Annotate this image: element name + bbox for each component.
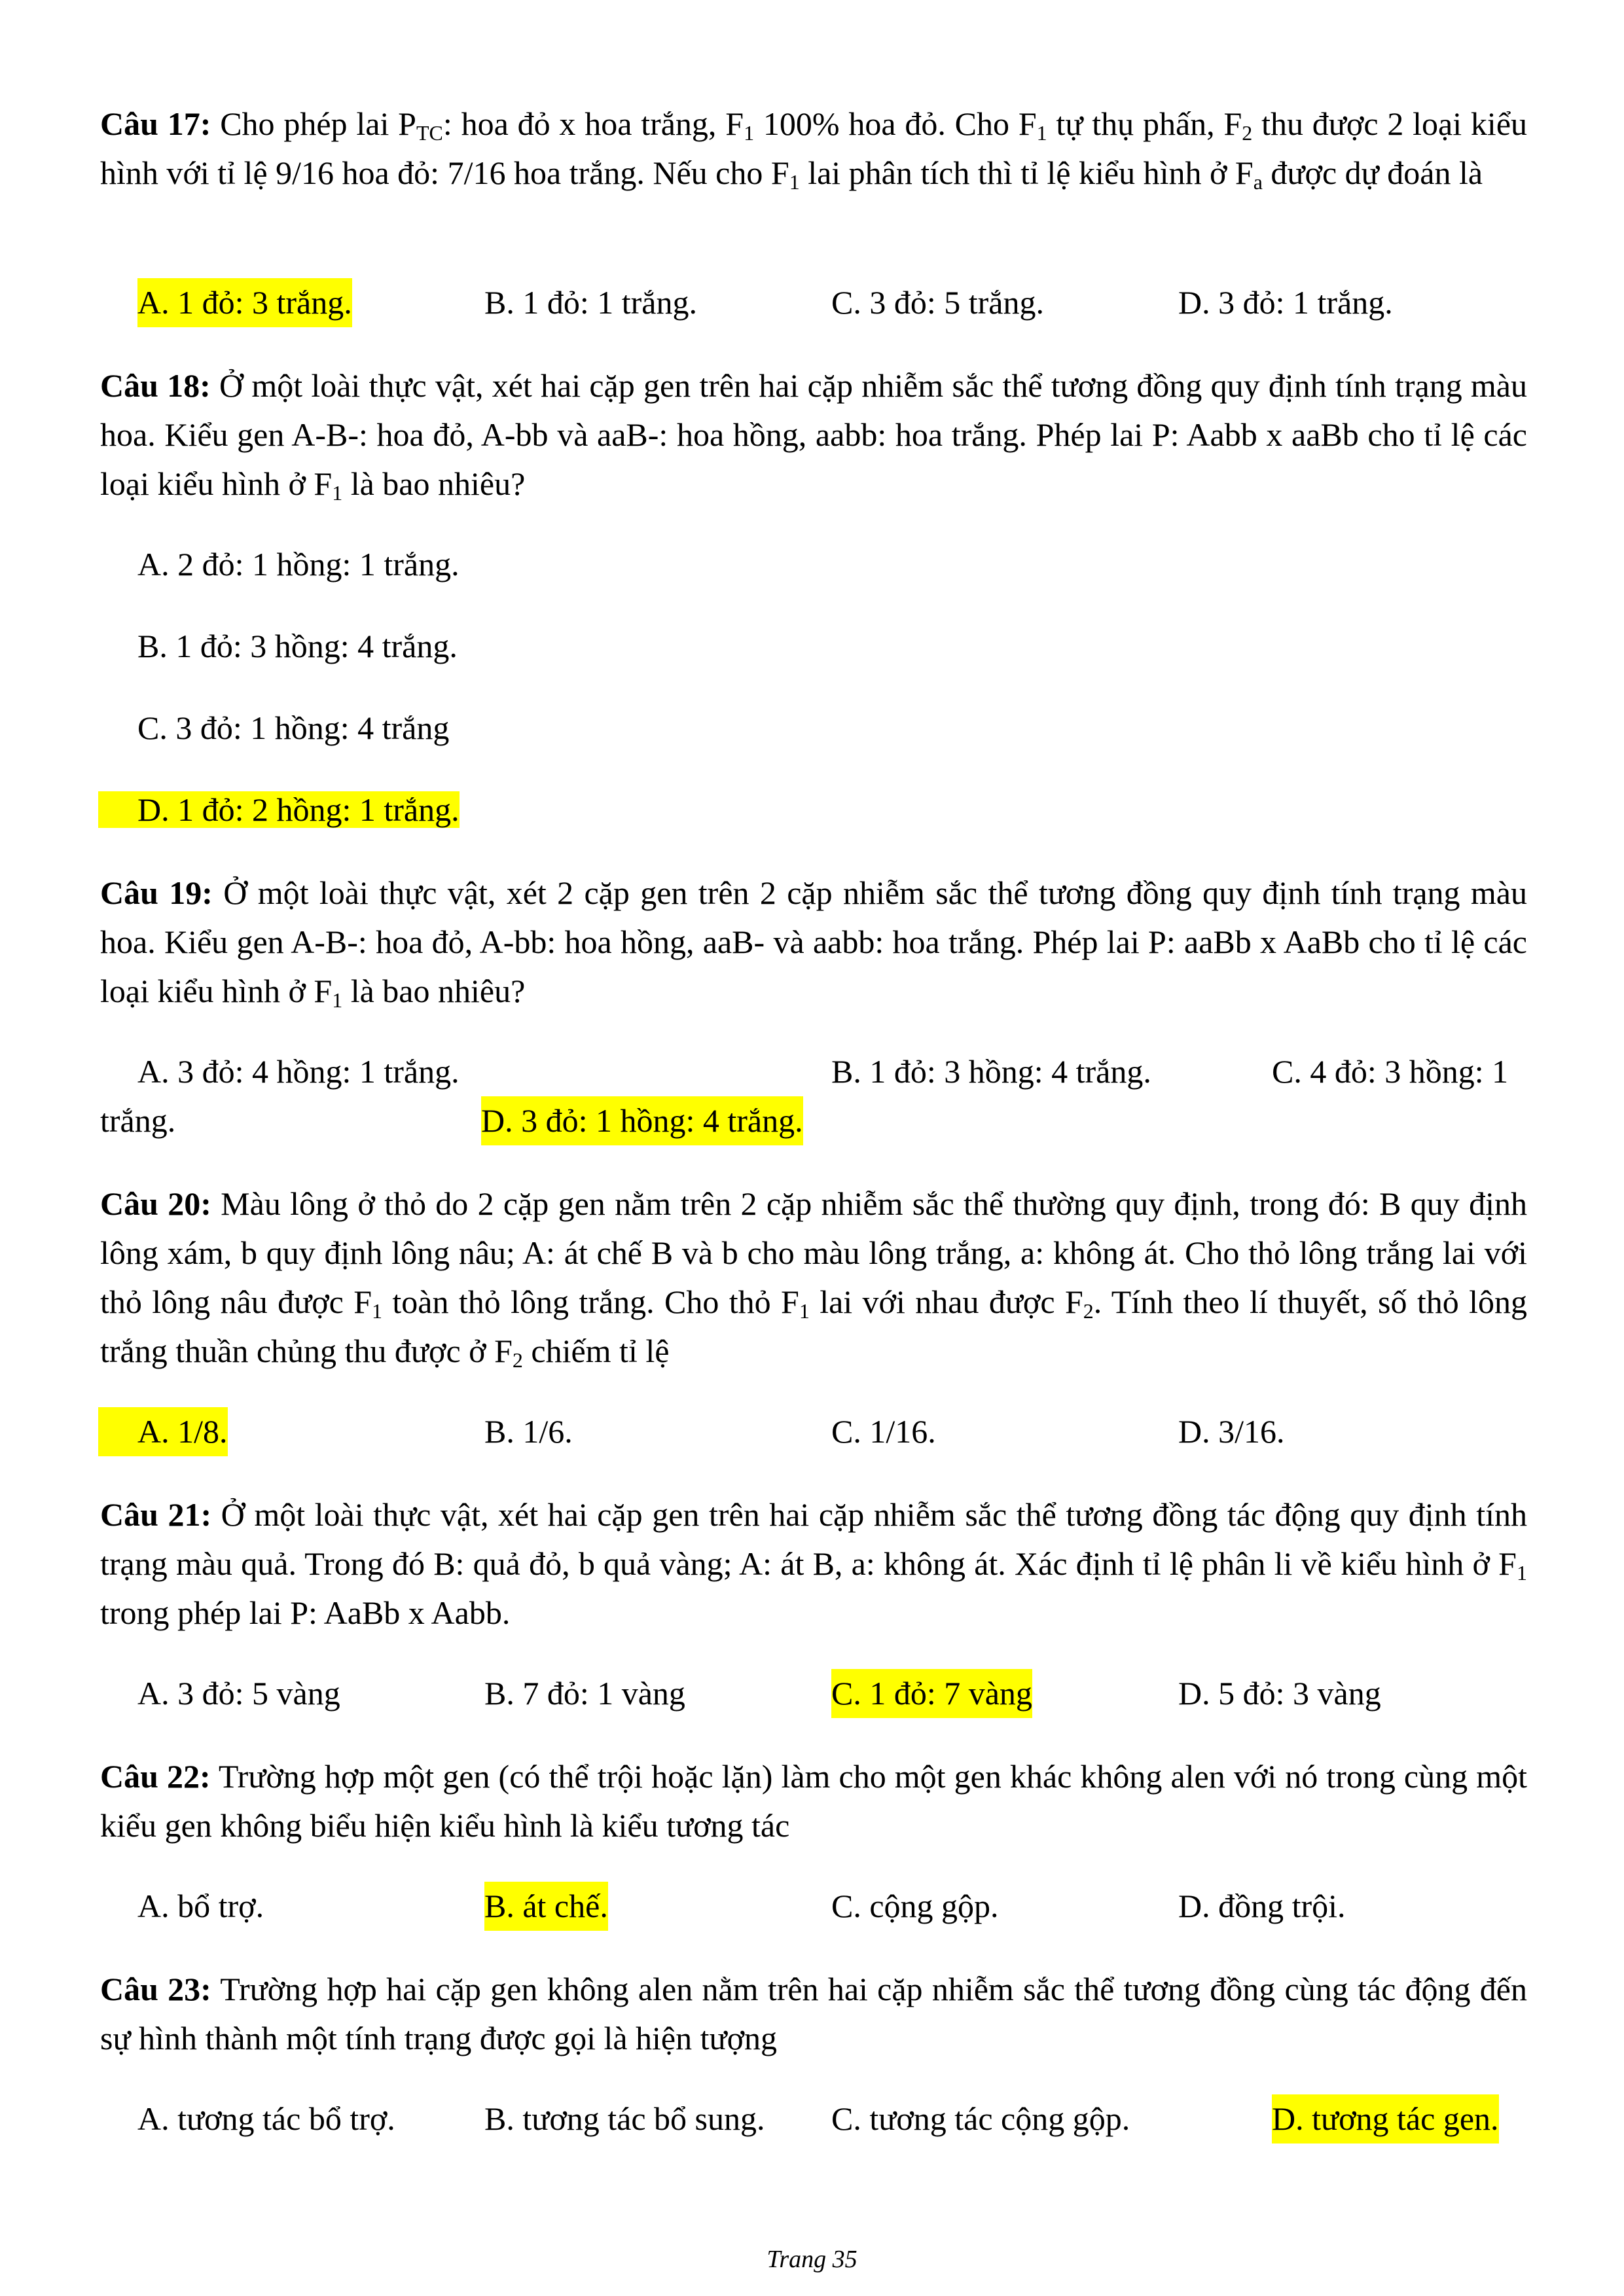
- answer-options-19: [137, 1047, 1538, 1096]
- question-label: Câu 17:: [100, 105, 211, 142]
- answer-a: A. 2 đỏ: 1 hồng: 1 trắng.: [137, 546, 460, 583]
- answer-c: C. 3 đỏ: 5 trắng.: [831, 284, 1044, 321]
- answer-d-correct: D. 3 đỏ: 1 hồng: 4 trắng.: [481, 1096, 803, 1145]
- question-label: Câu 22:: [100, 1758, 211, 1795]
- answer-a-correct: A. 1 đỏ: 3 trắng.: [137, 278, 352, 327]
- answer-d-correct: D. tương tác gen.: [1272, 2094, 1499, 2144]
- question-19: Câu 19: Ở một loài thực vật, xét 2 cặp gen trên 2 cặp nhiễm sắc thể tương đồng quy định tính trạng màu hoa. Kiểu gen A-B-: hoa đỏ, A-bb: hoa hồng, aaB- và aabb: hoa trắng. Phép lai P: aaBb x AaBb cho tỉ lệ các loại kiểu hình ở $F_1$ là bao nhiêu?: [100, 874, 1527, 1012]
- answer-options-21: [137, 1669, 1538, 1718]
- question-label: Câu 21:: [100, 1496, 212, 1533]
- question-label: Câu 20:: [100, 1185, 211, 1222]
- answer-b: B. 7 đỏ: 1 vàng: [484, 1675, 685, 1712]
- question-23: Câu 23: Trường hợp hai cặp gen không alen nằm trên hai cặp nhiễm sắc thể tương đồng cùng tác động đến sự hình thành một tính trạng được gọi là hiện tượng: [100, 1971, 1527, 2056]
- answer-b: B. 1 đỏ: 3 hồng: 4 trắng.: [137, 628, 458, 664]
- answer-options-22: [137, 1882, 1538, 1931]
- question-label: Câu 19:: [100, 874, 213, 911]
- answer-a: A. 3 đỏ: 5 vàng: [137, 1675, 340, 1712]
- answer-options-20: [137, 1407, 1538, 1456]
- answer-d-correct: D. 1 đỏ: 2 hồng: 1 trắng.: [137, 785, 460, 834]
- question-label: Câu 18:: [100, 367, 211, 404]
- answer-b: B. 1 đỏ: 1 trắng.: [484, 284, 697, 321]
- answer-b: B. 1 đỏ: 3 hồng: 4 trắng.: [831, 1053, 1151, 1090]
- answer-b: B. tương tác bổ sung.: [484, 2100, 765, 2137]
- answer-c: C. 4 đỏ: 3 hồng: 1: [1272, 1053, 1509, 1090]
- question-22: Câu 22: Trường hợp một gen (có thể trội hoặc lặn) làm cho một gen khác không alen với nó trong cùng một kiểu gen không biểu hiện kiểu hình là kiểu tương tác: [100, 1758, 1527, 1844]
- answer-options-17: [137, 278, 1538, 327]
- answer-a: A. tương tác bổ trợ.: [137, 2100, 395, 2137]
- answer-a-correct: A. 1/8.: [98, 1407, 228, 1456]
- answer-d: D. 5 đỏ: 3 vàng: [1178, 1675, 1381, 1712]
- answer-a: A. 3 đỏ: 4 hồng: 1 trắng.: [137, 1053, 460, 1090]
- answer-c: C. 1/16.: [831, 1413, 936, 1450]
- page-number: Trang 35: [767, 2246, 857, 2273]
- answer-d: D. 3 đỏ: 1 trắng.: [1178, 284, 1393, 321]
- answer-d: D. đồng trội.: [1178, 1888, 1346, 1924]
- answer-c: C. 3 đỏ: 1 hồng: 4 trắng: [137, 709, 450, 746]
- question-label: Câu 23:: [100, 1971, 211, 2007]
- answer-b: B. 1/6.: [484, 1413, 573, 1450]
- answer-c-correct: C. 1 đỏ: 7 vàng: [831, 1669, 1032, 1718]
- question-17: Câu 17: Cho phép lai $P_{TC}$: hoa đỏ x hoa trắng, $F_1$ 100% hoa đỏ. Cho $F_1$ tự thụ phấn, $F_2$ thu được 2 loại kiểu hình với tỉ lệ 9/16 hoa đỏ: 7/16 hoa trắng. Nếu cho $F_1$ lai phân tích thì tỉ lệ kiểu hình ở $F_a$ được dự đoán là: [100, 105, 1528, 194]
- answer-c: C. tương tác cộng gộp.: [831, 2100, 1130, 2137]
- question-21: Câu 21: Ở một loài thực vật, xét hai cặp gen trên hai cặp nhiễm sắc thể tương đồng tác động quy định tính trạng màu quả. Trong đó B: quả đỏ, b quả vàng; A: át B, a: không át. Xác định tỉ lệ phân li về kiểu hình ở $F_1$ trong phép lai P: AaBb x Aabb.: [100, 1496, 1527, 1631]
- answer-options-23: [137, 2094, 1538, 2144]
- answer-c: C. cộng gộp.: [831, 1888, 999, 1924]
- question-18: Câu 18: Ở một loài thực vật, xét hai cặp gen trên hai cặp nhiễm sắc thể tương đồng quy định tính trạng màu hoa. Kiểu gen A-B-: hoa đỏ, A-bb và aaB-: hoa hồng, aabb: hoa trắng. Phép lai P: Aabb x aaBb cho tỉ lệ các loại kiểu hình ở $F_1$ là bao nhiêu?: [100, 367, 1527, 505]
- question-20: Câu 20: Màu lông ở thỏ do 2 cặp gen nằm trên 2 cặp nhiễm sắc thể thường quy định, trong đó: B quy định lông xám, b quy định lông nâu; A: át chế B và b cho màu lông trắng, a: không át. Cho thỏ lông trắng lai với thỏ lông nâu được $F_1$ toàn thỏ lông trắng. Cho thỏ $F_1$ lai với nhau được $F_2$. Tính theo lí thuyết, số thỏ lông trắng thuần chủng thu được ở $F_2$ chiếm tỉ lệ: [100, 1185, 1527, 1372]
- answer-c-continuation: trắng.: [100, 1102, 176, 1139]
- answer-d: D. 3/16.: [1178, 1413, 1285, 1450]
- answer-b-correct: B. át chế.: [484, 1882, 608, 1931]
- answer-a: A. bổ trợ.: [137, 1888, 264, 1924]
- answer-options-19-cont: [100, 1096, 1501, 1145]
